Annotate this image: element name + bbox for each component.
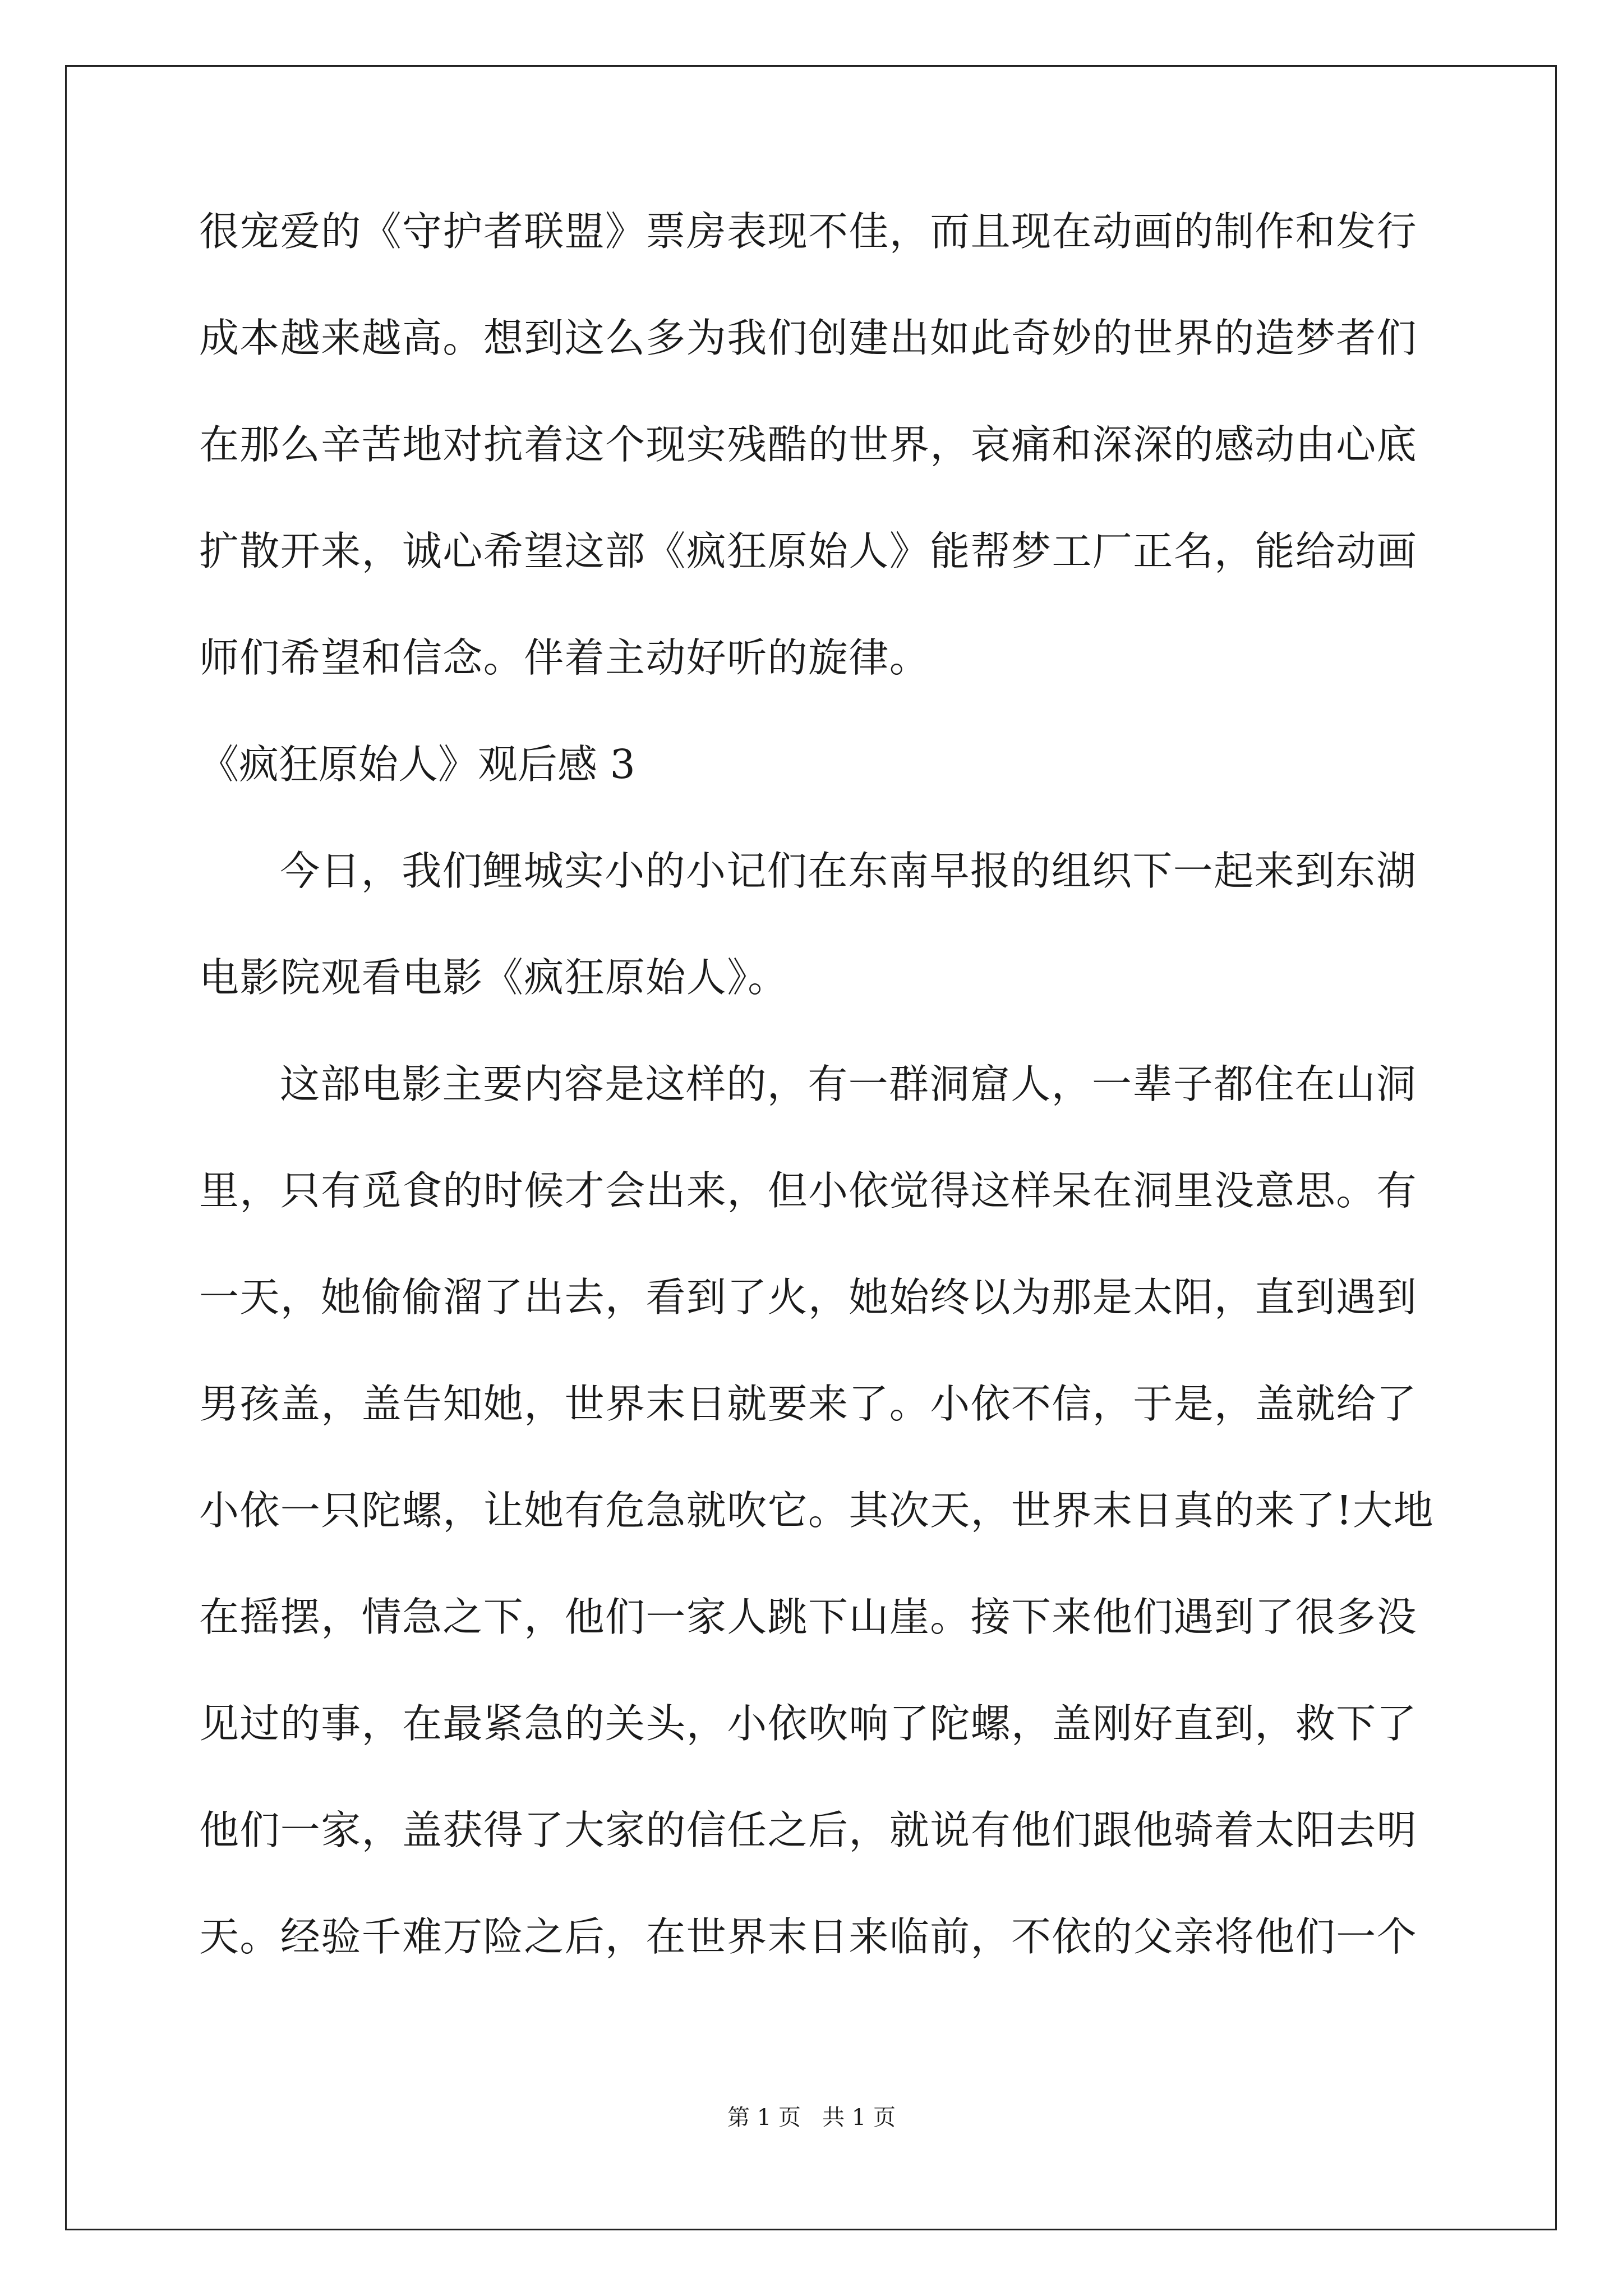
paragraph-line: 在那么辛苦地对抗着这个现实残酷的世界，哀痛和深深的感动由心底 bbox=[199, 421, 1418, 468]
paragraph-line: 师们希望和信念。伴着主动好听的旋律。 bbox=[199, 634, 930, 681]
paragraph-line: 成本越来越高。想到这么多为我们创建出如此奇妙的世界的造梦者们 bbox=[199, 315, 1418, 361]
paragraph-line: 里，只有觅食的时候才会出来，但小依觉得这样呆在洞里没意思。有 bbox=[199, 1167, 1418, 1214]
paragraph-line: 他们一家，盖获得了大家的信任之后，就说有他们跟他骑着太阳去明 bbox=[199, 1807, 1418, 1853]
page-footer: 第 1 页 共 1 页 bbox=[727, 2105, 896, 2131]
paragraph-line: 男孩盖，盖告知她，世界末日就要来了。小依不信，于是，盖就给了 bbox=[199, 1381, 1418, 1427]
section-heading: 《疯狂原始人》观后感 3 bbox=[199, 741, 635, 788]
paragraph-line: 很宠爱的《守护者联盟》票房表现不佳，而且现在动画的制作和发行 bbox=[199, 208, 1418, 255]
paragraph-line: 一天，她偷偷溜了出去，看到了火，她始终以为那是太阳，直到遇到 bbox=[199, 1274, 1418, 1320]
page-border bbox=[65, 65, 1557, 2230]
paragraph-line: 这部电影主要内容是这样的，有一群洞窟人，一辈子都住在山洞 bbox=[280, 1061, 1417, 1107]
paragraph-line: 在摇摆，情急之下，他们一家人跳下山崖。接下来他们遇到了很多没 bbox=[199, 1594, 1418, 1640]
paragraph-line: 电影院观看电影《疯狂原始人》。 bbox=[199, 954, 789, 1001]
paragraph-line: 扩散开来，诚心希望这部《疯狂原始人》能帮梦工厂正名，能给动画 bbox=[199, 528, 1418, 574]
paragraph-line: 见过的事，在最紧急的关头，小依吹响了陀螺，盖刚好直到，救下了 bbox=[199, 1700, 1418, 1747]
paragraph-line: 天。经验千难万险之后，在世界末日来临前，不依的父亲将他们一个 bbox=[199, 1913, 1418, 1960]
paragraph-line: 小依一只陀螺，让她有危急就吹它。其次天，世界末日真的来了!大地 bbox=[199, 1487, 1434, 1534]
paragraph-line: 今日，我们鲤城实小的小记们在东南早报的组织下一起来到东湖 bbox=[280, 848, 1417, 894]
